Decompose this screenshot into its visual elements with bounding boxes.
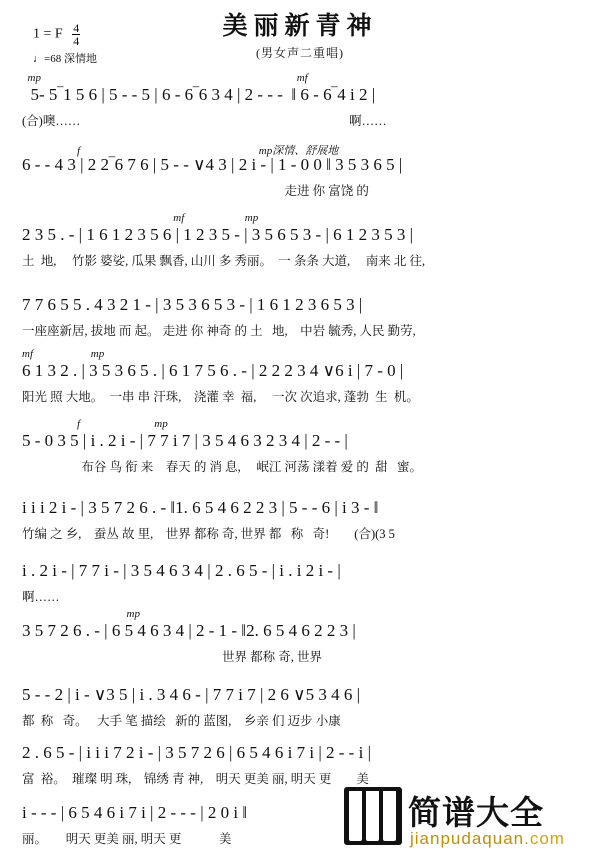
dynamics-line xyxy=(0,282,600,295)
dynamics-line xyxy=(0,548,600,561)
lyrics-line: 世界 都称 奇, 世界 xyxy=(22,650,323,664)
lyrics-line: 竹编 之 乡, 蚕丛 故 里, 世界 都称 奇, 世界 都 称 奇! (合)(3 5 xyxy=(22,527,395,541)
site-url-suffix: .com xyxy=(524,829,565,848)
dynamics-line xyxy=(0,672,600,685)
notation-line: 2 3 5 . - | 1 6 1 2 3 5 6 | 1 2 3 5 - | 3 5 6 5 3 - | 6 1 2 3 5 3 | xyxy=(22,225,413,244)
music-system-11 xyxy=(0,730,600,789)
page-subtitle: (男女声二重唱) xyxy=(256,46,344,60)
lyrics-line: 一座座新居, 拔地 而 起。 走进 你 神奇 的 土 地, 中岩 毓秀, 人民 勤劳, xyxy=(22,324,416,338)
dynamics-line: mf mp xyxy=(22,212,259,224)
piano-keys-icon xyxy=(344,787,402,845)
music-system-5 xyxy=(0,348,600,407)
music-system-8 xyxy=(0,548,600,607)
page-title: 美丽新青神 xyxy=(222,13,378,40)
dynamics-line: mp xyxy=(22,608,140,620)
dynamics-line: mf mp xyxy=(22,348,105,360)
notation-line: 5 - - 2 | i - ∨3 5 | i . 3 4 6 - | 7 7 i 7 | 2 6 ∨5 3 4 6 | xyxy=(22,685,360,704)
notation-line: 2 . 6 5 - | i i i 7 2 i - | 3 5 7 2 6 | 6 5 4 6 i 7 i | 2 - - i | xyxy=(22,743,371,762)
time-signature-denominator: 4 xyxy=(73,34,80,48)
lyrics-line: 阳光 照 大地。 一串 串 汗珠, 浇灌 幸 福, 一次 次追求, 蓬勃 生 机。 xyxy=(22,390,419,404)
music-system-10 xyxy=(0,672,600,731)
time-signature-numerator: 4 xyxy=(73,21,80,35)
music-system-7 xyxy=(0,485,600,544)
music-system-4 xyxy=(0,282,600,341)
notation-line: 6 - - 4 3 | 2 2‾6 7 6 | 5 - - ∨4 3 | 2 i - | 1 - 0 0 ‖ 3 5 3 6 5 | xyxy=(22,155,403,174)
dynamics-line xyxy=(0,730,600,743)
lyrics-line: 啊…… xyxy=(22,590,60,604)
dynamics-line: f mp深情、舒展地 xyxy=(22,145,339,157)
music-system-6 xyxy=(0,418,600,477)
lyrics-line: 富 裕。 璀璨 明 珠, 锦绣 青 神, 明天 更美 丽, 明天 更 美 xyxy=(22,772,369,786)
lyrics-line: (合)噢…… 啊…… xyxy=(22,114,387,128)
site-url-main: jianpudaquan xyxy=(410,829,525,848)
notation-line: 7 7 6 5 5 . 4 3 2 1 - | 3 5 3 6 5 3 - | 1 6 1 2 3 6 5 3 | xyxy=(22,295,363,314)
notation-line: i . 2 i - | 7 7 i - | 3 5 4 6 3 4 | 2 . 6 5 - | i . i 2 i - | xyxy=(22,561,341,580)
lyrics-line: 布谷 鸟 衔 来 春天 的 消 息, 岷江 河荡 漾着 爱 的 甜 蜜。 xyxy=(22,460,423,474)
dynamics-line: f mp xyxy=(22,418,168,430)
notation-line: 5 - 0 3 5 | i . 2 i - | 7 7 i 7 | 3 5 4 6 3 2 3 4 | 2 - - | xyxy=(22,431,348,450)
music-system-2 xyxy=(0,142,600,201)
notation-line: i - - - | 6 5 4 6 i 7 i | 2 - - - | 2 0 i ‖ xyxy=(22,803,248,822)
site-watermark xyxy=(344,785,594,861)
site-name: 简谱大全 xyxy=(408,794,544,831)
notation-line: 3 5 7 2 6 . - | 6 5 4 6 3 4 | 2 - 1 - ‖2. 6 5 4 6 2 2 3 | xyxy=(22,621,356,640)
music-system-9 xyxy=(0,608,600,667)
notation-line: 5- 5‾1 5 6 | 5 - - 5 | 6 - 6‾6 3 4 | 2 - - - ‖ 6 - 6‾4 i 2 | xyxy=(22,85,376,104)
notation-line: i i i 2 i - | 3 5 7 2 6 . - ‖1. 6 5 4 6 2 2 3 | 5 - - 6 | i 3 - ‖ xyxy=(22,498,379,517)
lyrics-line: 土 地, 竹影 婆娑, 瓜果 飘香, 山川 多 秀丽。 一 条条 大道, 南来 北 往, xyxy=(22,254,426,268)
music-system-3 xyxy=(0,212,600,271)
lyrics-line: 都 称 奇。 大手 笔 描绘 新的 蓝图, 乡亲 们 迈步 小康 xyxy=(22,714,341,728)
site-url xyxy=(410,829,565,849)
music-system-1 xyxy=(0,72,600,131)
dynamics-line xyxy=(0,485,600,498)
lyrics-line: 走进 你 富饶 的 xyxy=(22,184,369,198)
notation-line: 6 1 3 2 . | 3 5 3 6 5 . | 6 1 7 5 6 . - | 2 2 2 3 4 ∨6 i | 7 - 0 | xyxy=(22,361,404,380)
key-label: 1 = F xyxy=(33,26,63,42)
lyrics-line: 丽。 明天 更美 丽, 明天 更 美 xyxy=(22,832,232,846)
tempo-marking: ♩=68 深情地 xyxy=(33,53,97,65)
dynamics-line: mp mf xyxy=(22,72,308,84)
